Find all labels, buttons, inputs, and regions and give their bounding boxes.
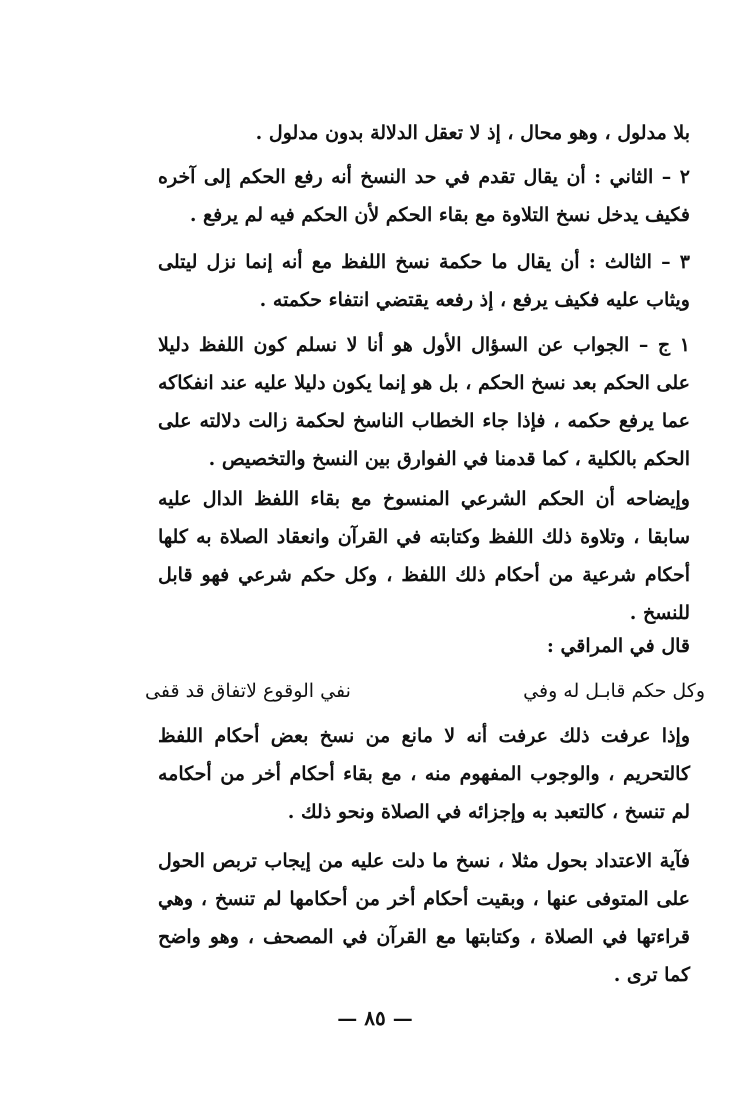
page-number: — ٨٥ — bbox=[337, 1006, 413, 1030]
poem-verse bbox=[145, 672, 705, 710]
verse-first-hemistich: وكل حكم قابـل له وفي bbox=[523, 680, 705, 702]
paragraph-example: فآية الاعتداد بحول مثلا ، نسخ ما دلت عليه من إيجاب تربص الحول على المتوفى عنها ، وبقيت أحكام أخر من أحكامها لم تنسخ ، وهي قراءتها في الصلاة ، وكتابتها مع القرآن في المصحف ، وهو واضح كما ترى . bbox=[158, 850, 690, 986]
paragraph-conclusion: وإذا عرفت ذلك عرفت أنه لا مانع من نسخ بعض أحكام اللفظ كالتحريم ، والوجوب المفهوم منه ، مع بقاء أحكام أخر من أحكامه لم تنسخ ، كالتعبد به وإجزائه في الصلاة ونحو ذلك . bbox=[158, 725, 690, 823]
paragraph-answer-1: ١ ج – الجواب عن السؤال الأول هو أنا لا نسلم كون اللفظ دليلا على الحكم بعد نسخ الحكم ، بل هو إنما يكون دليلا عليه عند انفكاكه عما يرفع حكمه ، فإذا جاء الخطاب الناسخ لحكمة زالت دلالته على الحكم بالكلية ، كما قدمنا في الفوارق بين النسخ والتخصيص . bbox=[158, 334, 690, 470]
paragraph-objection-2: ٢ – الثاني : أن يقال تقدم في حد النسخ أنه رفع الحكم إلى آخره فكيف يدخل نسخ التلاوة مع بقاء الحكم لأن الحكم فيه لم يرفع . bbox=[158, 166, 690, 226]
paragraph-objection-3: ٣ – الثالث : أن يقال ما حكمة نسخ اللفظ مع أنه إنما نزل ليتلى ويثاب عليه فكيف يرفع ، إذ رفعه يقتضي انتفاء حكمته . bbox=[158, 251, 690, 311]
paragraph-continuation: بلا مدلول ، وهو محال ، إذ لا تعقل الدلالة بدون مدلول . bbox=[255, 122, 690, 144]
paragraph-explanation: وإيضاحه أن الحكم الشرعي المنسوخ مع بقاء اللفظ الدال عليه سابقا ، وتلاوة ذلك اللفظ وكتابته في القرآن وانعقاد الصلاة به كلها أحكام شرعية من أحكام ذلك اللفظ ، وكل حكم شرعي فهو قابل للنسخ . bbox=[158, 488, 690, 624]
paragraph-citation-intro: قال في المراقي : bbox=[546, 635, 690, 657]
verse-second-hemistich: نفي الوقوع لاتفاق قد قفى bbox=[145, 680, 351, 702]
